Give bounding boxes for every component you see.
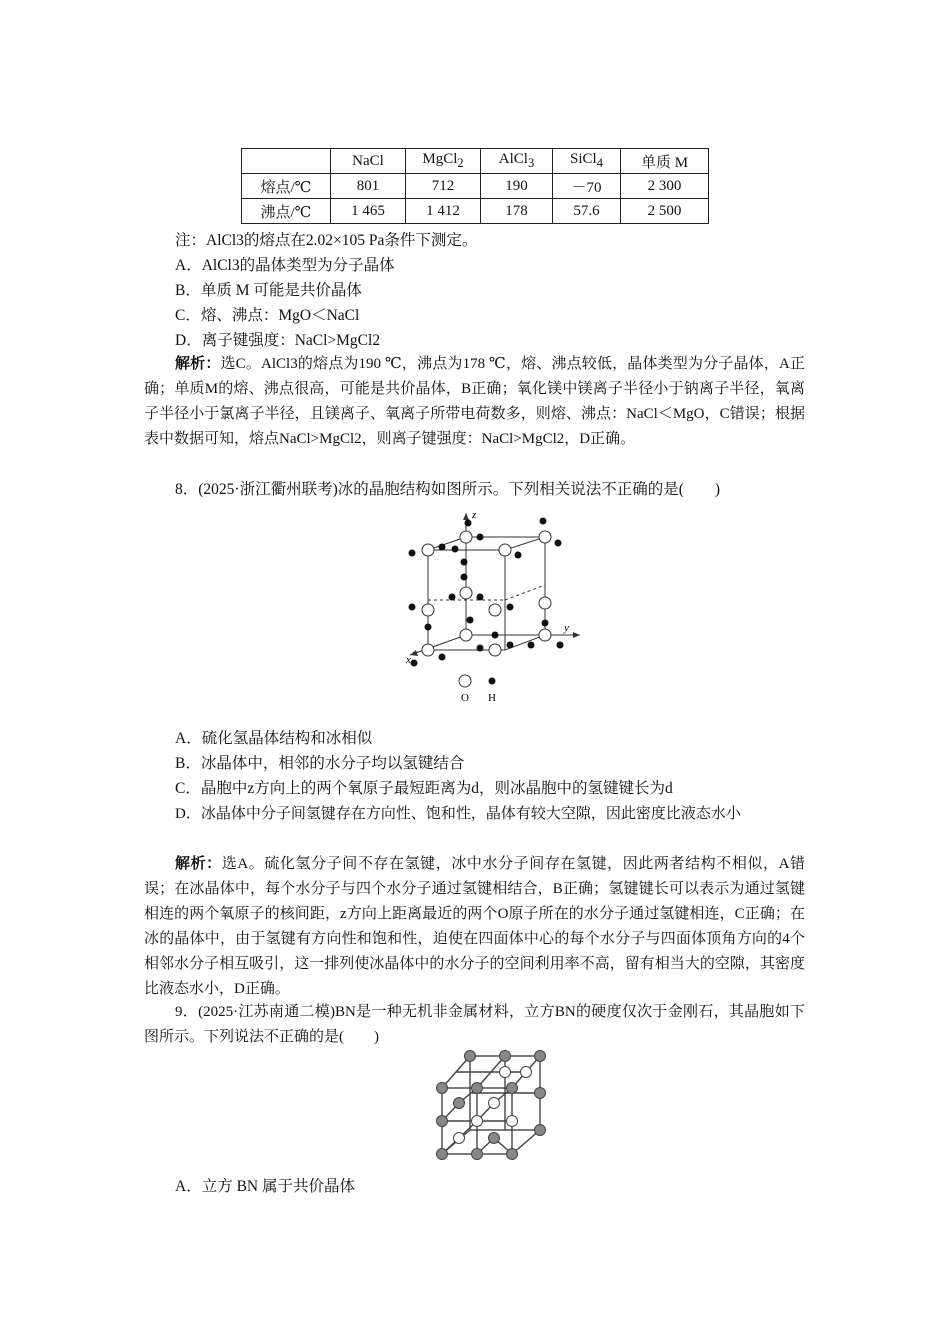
boron-atom [437, 1083, 448, 1094]
hydrogen-atom [507, 642, 514, 649]
oxygen-atom [460, 587, 472, 599]
oxygen-atom [489, 604, 501, 616]
table-cell: 712 [406, 174, 481, 199]
oxygen-atom [460, 629, 472, 641]
z-axis-arrow [463, 513, 469, 520]
hydrogen-atom [411, 660, 418, 667]
oxygen-atom [422, 544, 434, 556]
oxygen-atom [539, 629, 551, 641]
q7-option-b: B．单质 M 可能是共价晶体 [175, 282, 362, 299]
q8-stem: 8．(2025·浙江衢州联考)冰的晶胞结构如图所示。下列相关说法不正确的是( ) [175, 481, 721, 498]
table-row-label: 熔点/℃ [242, 174, 331, 199]
nitrogen-atom [507, 1116, 518, 1127]
table-cell: 801 [331, 174, 406, 199]
boron-atom [437, 1149, 448, 1160]
hydrogen-atom [461, 574, 468, 581]
table-header-cell [242, 149, 331, 174]
boron-atom [535, 1125, 546, 1136]
ice-unit-cell-figure [400, 505, 600, 705]
q9-stem-block [144, 1000, 805, 1050]
hydrogen-atom [425, 624, 432, 631]
hydrogen-atom [557, 642, 564, 649]
oxygen-atom [499, 544, 511, 556]
analysis-text: 选C。AlCl3的熔点为190 ℃，沸点为178 ℃，熔、沸点较低，晶体类型为分子晶体，A正确；单质M的熔、沸点很高，可能是共价晶体，B正确；氧化镁中镁离子半径小于钠离子半径，氧离子半径小于氯离子半径，且镁离子、氧离子所带电荷数多，则熔、沸点：NaCl＜MgO，C错误；根据表中数据可知，熔点NaCl>MgCl2，则离子键强度：NaCl>MgCl2，D正确。 [144, 356, 805, 447]
q8-option-d: D．冰晶体中分子间氢键存在方向性、饱和性，晶体有较大空隙，因此密度比液态水小 [175, 806, 741, 822]
melting-boiling-table [241, 148, 709, 224]
hydrogen-atom [409, 604, 416, 611]
q8-option-a: A．硫化氢晶体结构和冰相似 [175, 730, 373, 747]
boron-atom [454, 1098, 465, 1109]
hydrogen-atom [555, 540, 562, 547]
nitrogen-atom [500, 1067, 511, 1078]
y-axis-arrow [573, 632, 580, 638]
z-axis-label: z [472, 509, 477, 521]
oxygen-atom [422, 604, 434, 616]
boron-atom [437, 1116, 448, 1127]
table-header-row [242, 149, 709, 174]
oxygen-atom [489, 644, 501, 656]
boron-atom [507, 1083, 518, 1094]
hydrogen-atom [449, 594, 456, 601]
q7-option-d: D．离子键强度：NaCl>MgCl2 [175, 332, 381, 349]
x-axis-label: x [406, 654, 411, 666]
hydrogen-atom [542, 620, 549, 627]
boron-atom [465, 1051, 476, 1062]
nitrogen-atom [454, 1133, 465, 1144]
table-header-cell: AlCl$_3$ [481, 149, 553, 174]
boron-atom [500, 1051, 511, 1062]
table-header-cell: MgCl$_2$ [406, 149, 481, 174]
x-axis-line [410, 635, 466, 655]
q8-option-c: C．晶胞中z方向上的两个氧原子最短距离为d，则冰晶胞中的氢键键长为d [175, 780, 673, 797]
legend-hydrogen-symbol [489, 678, 496, 685]
table-cell: －70 [553, 174, 621, 199]
hydrogen-atom [528, 642, 535, 649]
table-row [242, 174, 709, 199]
oxygen-atom [422, 644, 434, 656]
boron-atom [472, 1083, 483, 1094]
q9-option-a: A．立方 BN 属于共价晶体 [175, 1178, 355, 1195]
boron-atom [535, 1051, 546, 1062]
oxygen-atom [539, 531, 551, 543]
table-cell: 2 300 [621, 174, 709, 199]
hydrogen-atom [409, 550, 416, 557]
oxygen-atom [539, 597, 551, 609]
oxygen-atom [460, 531, 472, 543]
hydrogen-atom [439, 544, 446, 551]
boron-atom [535, 1088, 546, 1099]
table-header-cell: NaCl [331, 149, 406, 174]
nitrogen-atom [489, 1098, 500, 1109]
q8-option-b: B．冰晶体中，相邻的水分子均以氢键结合 [175, 755, 465, 772]
hydrogen-atom [492, 632, 499, 639]
analysis-label: 解析： [175, 856, 222, 872]
hydrogen-atom [452, 546, 459, 553]
legend-oxygen-symbol [459, 675, 471, 687]
hydrogen-atom [540, 518, 547, 525]
table-cell: 190 [481, 174, 553, 199]
nitrogen-atom [521, 1067, 532, 1078]
hydrogen-atom [515, 552, 522, 559]
table-row-label: 沸点/℃ [242, 199, 331, 224]
table-row [242, 199, 709, 224]
x-axis-arrow [410, 650, 418, 656]
q7-option-a: A．AlCl3的晶体类型为分子晶体 [175, 257, 395, 274]
table-cell: 1 465 [331, 199, 406, 224]
q8-analysis [144, 852, 805, 1002]
table-header-cell: 单质 M [621, 149, 709, 174]
q9-stem: 9．(2025·江苏南通二模)BN是一种无机非金属材料，立方BN的硬度仅次于金刚石，其晶胞如下图所示。下列说法不正确的是( ) [144, 1004, 805, 1045]
hydrogen-atom [507, 604, 514, 611]
hydrogen-atom [439, 654, 446, 661]
hydrogen-atom [465, 520, 472, 527]
table-cell: 1 412 [406, 199, 481, 224]
y-axis-label: y [564, 622, 569, 634]
hydrogen-atom [477, 594, 484, 601]
table-header-cell: SiCl$_4$ [553, 149, 621, 174]
cell-edge [505, 585, 545, 600]
boron-atom [472, 1149, 483, 1160]
boron-atom [507, 1149, 518, 1160]
q7-option-c: C．熔、沸点：MgO＜NaCl [175, 307, 360, 324]
boron-atom [489, 1133, 500, 1144]
analysis-label: 解析： [175, 356, 221, 372]
legend-oxygen-label: O [461, 692, 469, 704]
hydrogen-atom [461, 559, 468, 566]
hydrogen-atom [477, 534, 484, 541]
analysis-text: 选A。硫化氢分子间不存在氢键，冰中水分子间存在氢键，因此两者结构不相似，A错误；在冰晶体中，每个水分子与四个水分子通过氢键相结合，B正确；氢键键长可以表示为通过氢键相连的两个氧原子的核间距，z方向上距离最近的两个O原子所在的水分子通过氢键相连，C正确；在冰的晶体中，由于氢键有方向性和饱和性，迫使在四面体中心的每个水分子与四面体顶角方向的4个相邻水分子相互吸引，这一排列使冰晶体中的水分子的空间利用率不高，留有相当大的空隙，其密度比液态水小，D正确。 [144, 856, 805, 997]
table-cell: 57.6 [553, 199, 621, 224]
table-cell: 178 [481, 199, 553, 224]
cubic-bn-unit-cell-figure [432, 1048, 550, 1162]
hydrogen-atom [477, 645, 484, 652]
q8-option-d-block [144, 802, 805, 827]
hydrogen-atom [467, 617, 474, 624]
table-cell: 2 500 [621, 199, 709, 224]
nitrogen-atom [472, 1116, 483, 1127]
q7-note: 注：AlCl3的熔点在2.02×105 Pa条件下测定。 [175, 232, 478, 249]
q7-analysis [144, 352, 805, 452]
legend-hydrogen-label: H [488, 692, 496, 704]
